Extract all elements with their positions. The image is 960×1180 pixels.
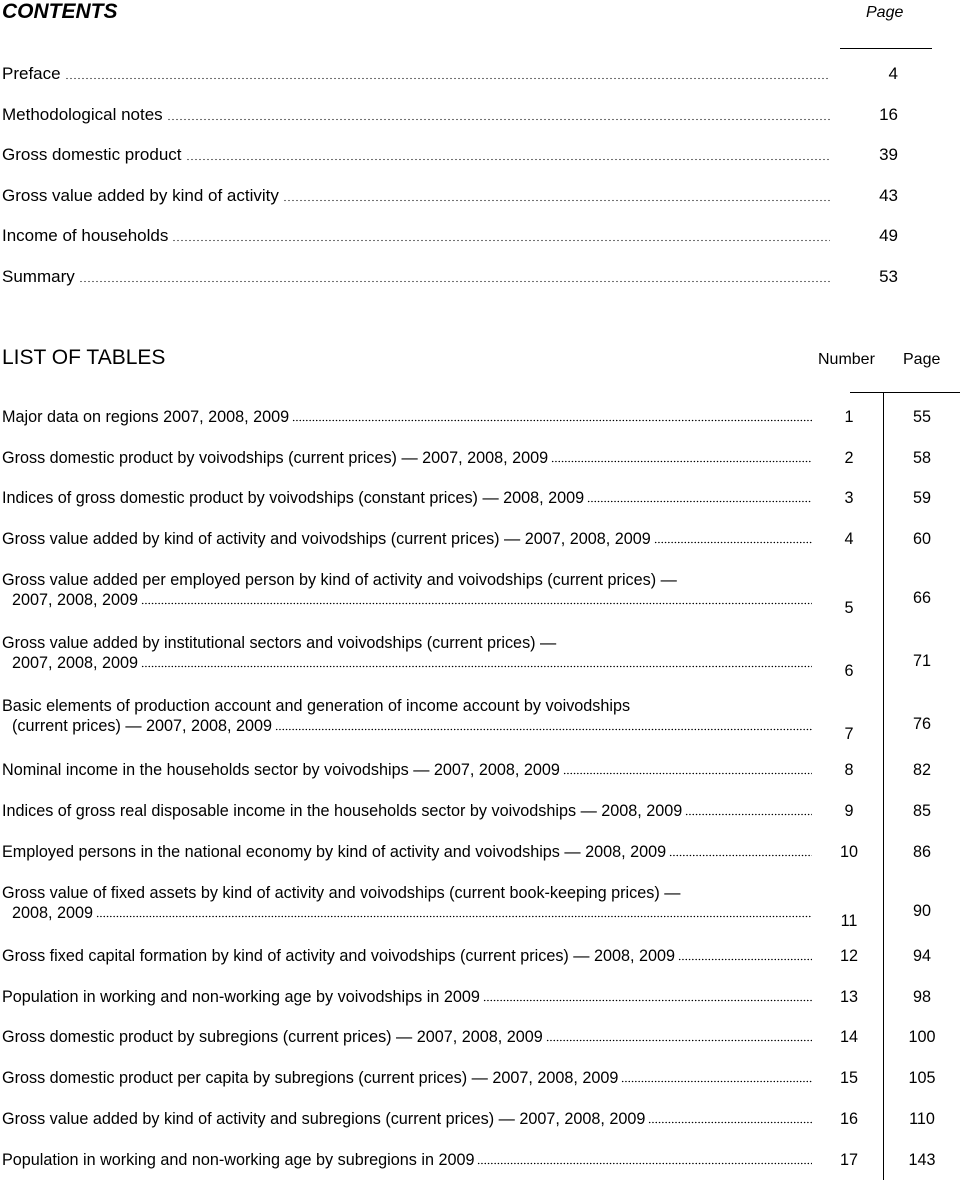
table-list-item[interactable] (0, 842, 960, 862)
table-item-number: 16 (839, 1110, 858, 1128)
table-item-title-line (0, 488, 960, 508)
table-list-item[interactable] (0, 529, 960, 549)
table-item-page: 98 (912, 988, 931, 1006)
dot-leader (79, 280, 830, 283)
contents-item-page: 4 (888, 64, 898, 83)
table-list-item[interactable] (0, 570, 960, 617)
table-item-number: 9 (844, 802, 854, 820)
table-list-item[interactable] (0, 987, 960, 1007)
table-item-page: 85 (912, 802, 931, 820)
table-item-title: Gross domestic product by subregions (current prices) — 2007, 2008, 2009 (2, 1028, 543, 1046)
contents-item[interactable] (0, 225, 910, 247)
table-item-title-line (0, 1109, 960, 1129)
tables-page-header: Page (903, 351, 941, 368)
table-item-page: 94 (912, 947, 931, 965)
table-item-number: 7 (844, 725, 854, 743)
table-item-page: 59 (912, 489, 931, 507)
contents-item-label: Methodological notes (2, 105, 163, 124)
table-item-page: 100 (908, 1028, 936, 1046)
dot-leader (546, 1039, 812, 1042)
table-item-title-line (0, 1068, 960, 1088)
table-item-page: 60 (912, 530, 931, 548)
dot-leader (96, 915, 812, 918)
table-item-title-line (0, 946, 960, 966)
table-list-item[interactable] (0, 407, 960, 427)
table-list-item[interactable] (0, 1068, 960, 1088)
table-list-item[interactable] (0, 696, 960, 743)
table-item-title-line (0, 987, 960, 1007)
dot-leader (292, 419, 812, 422)
table-item-number: 15 (839, 1069, 858, 1087)
dot-leader (654, 541, 812, 544)
dot-leader (685, 813, 812, 816)
table-item-page: 143 (908, 1151, 936, 1169)
table-item-title-line-2 (0, 716, 960, 736)
table-list-item[interactable] (0, 946, 960, 966)
table-item-title: Gross value added by kind of activity and voivodships (current prices) — 2007, 2008, 2009 (2, 530, 651, 548)
table-item-title: Gross fixed capital formation by kind of activity and voivodships (current prices) — 2008, 2009 (2, 947, 675, 965)
table-list-item[interactable] (0, 448, 960, 468)
table-item-title: Population in working and non-working age by subregions in 2009 (2, 1151, 475, 1169)
dot-leader (172, 239, 830, 242)
table-item-title: Indices of gross domestic product by voivodships (constant prices) — 2008, 2009 (2, 489, 585, 507)
table-list-item[interactable] (0, 1150, 960, 1170)
table-item-title-line (0, 1027, 960, 1047)
table-item-page: 86 (912, 843, 931, 861)
table-item-title: Population in working and non-working age by voivodships in 2009 (2, 988, 480, 1006)
table-item-title: Major data on regions 2007, 2008, 2009 (2, 408, 290, 426)
table-item-title-line (0, 696, 960, 716)
contents-item-label: Gross domestic product (2, 145, 182, 164)
dot-leader (563, 772, 812, 775)
table-item-number: 2 (844, 449, 854, 467)
table-item-page: 90 (912, 902, 931, 920)
table-item-title-line (0, 801, 960, 821)
table-item-number: 1 (844, 408, 854, 426)
contents-item-page: 16 (879, 105, 898, 124)
tables-header-rule (850, 392, 960, 393)
table-item-title-line-2 (0, 653, 960, 673)
table-item-number: 10 (839, 843, 858, 861)
table-item-page: 55 (912, 408, 931, 426)
dot-leader (141, 602, 812, 605)
table-item-title: Employed persons in the national economy by kind of activity and voivodships — 2008, 2009 (2, 843, 667, 861)
table-list-item[interactable] (0, 1027, 960, 1047)
table-item-title: Gross domestic product per capita by subregions (current prices) — 2007, 2008, 2009 (2, 1069, 619, 1087)
table-item-page: 76 (912, 715, 931, 733)
tables-title: LIST OF TABLES (2, 346, 166, 369)
contents-item-label: Preface (2, 64, 61, 83)
table-item-title-continued: 2007, 2008, 2009 (12, 654, 139, 672)
table-item-number: 4 (844, 530, 854, 548)
tables-column-divider (883, 392, 884, 1180)
table-item-title-line (0, 1150, 960, 1170)
dot-leader (483, 999, 812, 1002)
table-item-title: Gross value added by institutional sectors and voivodships (current prices) — (2, 634, 557, 652)
contents-item-label: Income of households (2, 226, 169, 245)
table-item-title-line (0, 407, 960, 427)
dot-leader (283, 199, 830, 202)
contents-item-page: 53 (879, 267, 898, 286)
dot-leader (669, 854, 812, 857)
contents-item[interactable] (0, 144, 910, 166)
contents-item-label: Gross value added by kind of activity (2, 186, 279, 205)
table-item-title-line (0, 633, 960, 653)
table-item-title-continued: 2008, 2009 (12, 904, 94, 922)
dot-leader (587, 500, 812, 503)
table-item-title-line (0, 529, 960, 549)
table-item-title-line (0, 760, 960, 780)
table-item-number: 11 (840, 912, 858, 930)
dot-leader (186, 158, 830, 161)
contents-item-page: 39 (879, 145, 898, 164)
table-item-page: 66 (912, 589, 931, 607)
table-item-number: 17 (839, 1151, 858, 1169)
table-list-item[interactable] (0, 760, 960, 780)
table-item-title-line (0, 883, 960, 903)
contents-item[interactable] (0, 63, 910, 85)
contents-header-rule (840, 48, 932, 49)
table-item-title-line (0, 842, 960, 862)
table-item-page: 58 (912, 449, 931, 467)
dot-leader (678, 958, 812, 961)
contents-item-page: 49 (879, 226, 898, 245)
table-item-number: 6 (844, 662, 854, 680)
table-item-number: 5 (844, 599, 854, 617)
table-item-title-continued: (current prices) — 2007, 2008, 2009 (12, 717, 273, 735)
table-item-title: Gross value added by kind of activity and subregions (current prices) — 2007, 2008, 2009 (2, 1110, 646, 1128)
dot-leader (551, 460, 812, 463)
table-item-number: 13 (839, 988, 858, 1006)
table-item-number: 8 (844, 761, 854, 779)
table-list-item[interactable] (0, 1109, 960, 1129)
dot-leader (141, 665, 812, 668)
dot-leader (621, 1080, 812, 1083)
tables-number-header: Number (818, 351, 875, 368)
table-item-number: 14 (839, 1028, 858, 1046)
table-item-number: 12 (839, 947, 858, 965)
table-item-page: 82 (912, 761, 931, 779)
table-item-number: 3 (844, 489, 854, 507)
contents-page-header: Page (866, 4, 904, 21)
table-item-title-continued: 2007, 2008, 2009 (12, 591, 139, 609)
contents-title: CONTENTS (2, 0, 118, 23)
contents-item-label: Summary (2, 267, 75, 286)
table-item-title: Gross value of fixed assets by kind of activity and voivodships (current book-keeping prices) — (2, 884, 681, 902)
table-item-title: Gross domestic product by voivodships (current prices) — 2007, 2008, 2009 (2, 449, 549, 467)
table-item-page: 71 (912, 652, 931, 670)
table-list-item[interactable] (0, 883, 960, 930)
table-item-title: Indices of gross real disposable income in the households sector by voivodships — 2008, 2009 (2, 802, 683, 820)
dot-leader (65, 77, 830, 80)
dot-leader (648, 1121, 812, 1124)
table-item-title-line (0, 448, 960, 468)
table-item-title: Basic elements of production account and generation of income account by voivodships (2, 697, 631, 715)
contents-item[interactable] (0, 266, 910, 288)
table-item-title-line (0, 570, 960, 590)
table-item-title: Gross value added per employed person by kind of activity and voivodships (current prices) — (2, 571, 677, 589)
dot-leader (275, 728, 812, 731)
table-item-title: Nominal income in the households sector by voivodships — 2007, 2008, 2009 (2, 761, 560, 779)
table-list-item[interactable] (0, 801, 960, 821)
table-list-item[interactable] (0, 488, 960, 508)
table-item-title-line-2 (0, 903, 960, 923)
dot-leader (167, 118, 830, 121)
contents-item-page: 43 (879, 186, 898, 205)
table-item-page: 110 (909, 1110, 935, 1128)
contents-item[interactable] (0, 104, 910, 126)
table-item-title-line-2 (0, 590, 960, 610)
table-item-page: 105 (908, 1069, 936, 1087)
contents-item[interactable] (0, 185, 910, 207)
table-list-item[interactable] (0, 633, 960, 680)
dot-leader (477, 1162, 812, 1165)
